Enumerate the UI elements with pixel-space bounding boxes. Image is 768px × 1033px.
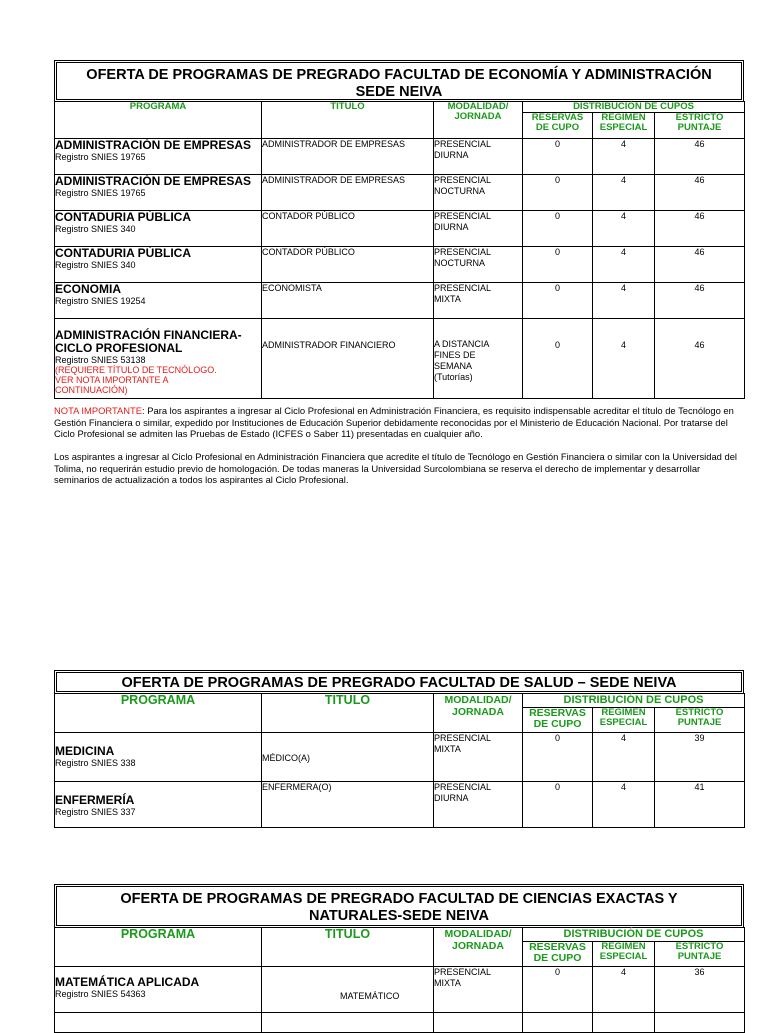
header-line: PUNTAJE — [677, 717, 722, 728]
program-modalidad — [434, 283, 523, 319]
header-estricto — [655, 113, 745, 139]
program-snies: Registro SNIES 19254 — [55, 296, 146, 306]
note-paragraph: Los aspirantes a ingresar al Ciclo Profesional en Administración Financiera que acredite el título de Tecnólogo en Gestión Financiera o similar con la Universidad del Tolima, no requerirán estudio previo de homologación. De todas maneras la Universidad Surcolombiana se reserva el derecho de implementar y desarrollar seminarios de actualización a todos los aspirantes al Ciclo Profesional. — [54, 451, 738, 485]
header-line: MODALIDAD/ — [444, 694, 512, 706]
header-line: MODALIDAD/ — [447, 101, 509, 112]
program-modalidad — [434, 211, 523, 247]
regimen-value: 4 — [593, 782, 655, 828]
program-modalidad — [434, 967, 523, 1013]
section-economia — [54, 60, 744, 399]
regimen-value: 4 — [593, 319, 655, 399]
header-programa: PROGRAMA — [55, 694, 262, 733]
header-line: DE CUPO — [533, 718, 582, 730]
note-label: NOTA IMPORTANTE — [54, 405, 143, 416]
modalidad-line: PRESENCIAL — [434, 211, 492, 221]
header-line: DE CUPO — [533, 952, 582, 964]
program-requirement: VER NOTA IMPORTANTE A — [55, 375, 169, 385]
header-programa: PROGRAMA — [55, 928, 262, 967]
program-title: MÉDICO(A) — [262, 733, 434, 782]
program-name: MATEMÁTICA APLICADA — [55, 975, 200, 989]
header-distribucion: DISTRIBUCIÓN DE CUPOS — [523, 928, 745, 942]
modalidad-line: (Tutorías) — [434, 372, 473, 382]
program-snies: Registro SNIES 53138 — [55, 355, 146, 365]
estricto-value: 39 — [655, 733, 745, 782]
empty-cell — [655, 1013, 745, 1033]
regimen-value: 4 — [593, 175, 655, 211]
program-cell — [55, 283, 262, 319]
header-line: JORNADA — [454, 111, 502, 122]
header-line: ESPECIAL — [599, 951, 648, 962]
regimen-value: 4 — [593, 967, 655, 1013]
modalidad-line: DIURNA — [434, 150, 469, 160]
estricto-value: 46 — [655, 139, 745, 175]
header-programa: PROGRAMA — [55, 102, 262, 139]
section-title-line: NATURALES-SEDE NEIVA — [309, 908, 489, 924]
reservas-value: 0 — [523, 247, 593, 283]
program-name: ENFERMERÍA — [55, 793, 135, 807]
program-cell — [55, 782, 262, 828]
note-paragraph — [54, 405, 744, 440]
header-regimen — [593, 942, 655, 967]
table-row — [55, 175, 745, 211]
program-name: MEDICINA — [55, 744, 115, 758]
estricto-value: 46 — [655, 211, 745, 247]
program-requirement: (REQUIERE TÍTULO DE TECNÓLOGO. — [55, 365, 217, 375]
empty-cell — [262, 1013, 434, 1033]
empty-cell — [593, 1013, 655, 1033]
program-title: ENFERMERA(O) — [262, 782, 434, 828]
note-text: : Para los aspirantes a ingresar al Ciclo Profesional en Administración Financiera, es requisito indispensable acreditar el título de Tecnólogo en Gestión Financiera o similar, expedido por Instituciones de Educación Superior debidamente reconocidas por el Ministerio de Educación Nacional. Por tratarse del Ciclo Profesional se admiten las Pruebas de Estado (ICFES o Saber 11) presentadas en cualquier año. — [54, 405, 734, 439]
header-line: PUNTAJE — [677, 122, 722, 134]
program-title: ADMINISTRADOR DE EMPRESAS — [262, 139, 434, 175]
program-title: ADMINISTRADOR FINANCIERO — [262, 319, 434, 399]
header-line: ESPECIAL — [599, 122, 648, 134]
modalidad-line: NOCTURNA — [434, 186, 485, 196]
section-title — [54, 670, 744, 694]
program-requirement: CONTINUACIÓN) — [55, 385, 128, 395]
modalidad-line: A DISTANCIA — [434, 339, 490, 349]
header-line: DE CUPO — [535, 122, 580, 134]
regimen-value: 4 — [593, 733, 655, 782]
header-titulo: TITULO — [262, 102, 434, 139]
important-note — [54, 405, 744, 497]
header-line: RESERVAS — [529, 941, 586, 953]
header-line: MODALIDAD/ — [444, 928, 512, 940]
modalidad-line: PRESENCIAL — [434, 175, 492, 185]
program-title: CONTADOR PÚBLICO — [262, 247, 434, 283]
modalidad-line: NOCTURNA — [434, 258, 485, 268]
section-title — [54, 884, 744, 928]
program-modalidad — [434, 319, 523, 399]
modalidad-line: PRESENCIAL — [434, 283, 492, 293]
modalidad-line: SEMANA — [434, 361, 473, 371]
empty-cell — [434, 1013, 523, 1033]
regimen-value: 4 — [593, 283, 655, 319]
section-title-line: OFERTA DE PROGRAMAS DE PREGRADO FACULTAD DE SALUD – SEDE NEIVA — [121, 675, 677, 691]
header-distribucion: DISTRIBUCIÓN DE CUPOS — [523, 102, 745, 113]
header-reservas — [523, 113, 593, 139]
header-regimen — [593, 708, 655, 733]
header-estricto — [655, 942, 745, 967]
program-name: CICLO PROFESIONAL — [55, 341, 183, 355]
programs-table — [54, 101, 745, 399]
estricto-value: 41 — [655, 782, 745, 828]
header-titulo: TITULO — [262, 928, 434, 967]
program-cell — [55, 967, 262, 1013]
modalidad-line: MIXTA — [434, 744, 461, 754]
program-snies: Registro SNIES 19765 — [55, 152, 146, 162]
program-title: CONTADOR PÚBLICO — [262, 211, 434, 247]
program-modalidad — [434, 733, 523, 782]
program-title: MATEMÁTICO — [262, 967, 434, 1013]
reservas-value: 0 — [523, 733, 593, 782]
header-distribucion: DISTRIBUCIÓN DE CUPOS — [523, 694, 745, 708]
program-cell — [55, 139, 262, 175]
table-row — [55, 967, 745, 1013]
program-title: ADMINISTRADOR DE EMPRESAS — [262, 175, 434, 211]
table-row — [55, 782, 745, 828]
section-title-line: OFERTA DE PROGRAMAS DE PREGRADO FACULTAD DE ECONOMÍA Y ADMINISTRACIÓN — [86, 67, 712, 83]
regimen-value: 4 — [593, 139, 655, 175]
header-line: ESTRICTO — [675, 941, 724, 952]
program-name: CONTADURIA PÚBLICA — [55, 246, 191, 260]
empty-cell — [523, 1013, 593, 1033]
table-row — [55, 1013, 745, 1033]
program-modalidad — [434, 139, 523, 175]
header-line: REGIMEN — [601, 112, 646, 124]
modalidad-line: DIURNA — [434, 793, 469, 803]
header-line: RESERVAS — [529, 707, 586, 719]
header-reservas — [523, 708, 593, 733]
reservas-value: 0 — [523, 283, 593, 319]
section-title — [54, 60, 744, 102]
section-title-line: OFERTA DE PROGRAMAS DE PREGRADO FACULTAD DE CIENCIAS EXACTAS Y — [120, 891, 678, 907]
program-title: ECONOMISTA — [262, 283, 434, 319]
programs-table — [54, 927, 745, 1033]
program-name: ECONOMIA — [55, 282, 121, 296]
header-line: ESTRICTO — [675, 707, 724, 718]
header-line: ESPECIAL — [599, 717, 648, 728]
estricto-value: 46 — [655, 247, 745, 283]
program-modalidad — [434, 782, 523, 828]
program-name: ADMINISTRACIÓN DE EMPRESAS — [55, 174, 252, 188]
section-title-line: SEDE NEIVA — [355, 84, 443, 100]
header-modalidad — [434, 102, 523, 139]
program-cell — [55, 733, 262, 782]
estricto-value: 46 — [655, 175, 745, 211]
regimen-value: 4 — [593, 211, 655, 247]
programs-table — [54, 693, 745, 828]
table-row — [55, 733, 745, 782]
header-line: RESERVAS — [531, 112, 584, 124]
modalidad-line: PRESENCIAL — [434, 247, 492, 257]
program-snies: Registro SNIES 340 — [55, 260, 136, 270]
header-estricto — [655, 708, 745, 733]
modalidad-line: PRESENCIAL — [434, 139, 492, 149]
header-titulo: TITULO — [262, 694, 434, 733]
header-modalidad — [434, 928, 523, 967]
reservas-value: 0 — [523, 319, 593, 399]
header-line: ESTRICTO — [675, 112, 724, 124]
program-snies: Registro SNIES 54363 — [55, 989, 146, 999]
header-regimen — [593, 113, 655, 139]
program-cell — [55, 319, 262, 399]
program-snies: Registro SNIES 19765 — [55, 188, 146, 198]
section-salud — [54, 670, 744, 828]
program-modalidad — [434, 247, 523, 283]
program-name: ADMINISTRACIÓN FINANCIERA- — [55, 328, 242, 342]
modalidad-line: DIURNA — [434, 222, 469, 232]
header-line: JORNADA — [452, 706, 504, 718]
reservas-value: 0 — [523, 175, 593, 211]
modalidad-line: FINES DE — [434, 350, 476, 360]
header-line: PUNTAJE — [677, 951, 722, 962]
estricto-value: 36 — [655, 967, 745, 1013]
estricto-value: 46 — [655, 319, 745, 399]
reservas-value: 0 — [523, 967, 593, 1013]
section-ciencias — [54, 884, 744, 1033]
program-name: ADMINISTRACIÓN DE EMPRESAS — [55, 138, 252, 152]
table-row — [55, 211, 745, 247]
header-line: JORNADA — [452, 940, 504, 952]
program-cell — [55, 211, 262, 247]
estricto-value: 46 — [655, 283, 745, 319]
header-reservas — [523, 942, 593, 967]
header-line: REGIMEN — [601, 941, 646, 952]
modalidad-line: MIXTA — [434, 294, 461, 304]
table-row — [55, 319, 745, 399]
table-row — [55, 283, 745, 319]
regimen-value: 4 — [593, 247, 655, 283]
reservas-value: 0 — [523, 211, 593, 247]
reservas-value: 0 — [523, 139, 593, 175]
program-cell — [55, 175, 262, 211]
program-name: CONTADURIA PÚBLICA — [55, 210, 191, 224]
program-snies: Registro SNIES 340 — [55, 224, 136, 234]
modalidad-line: PRESENCIAL — [434, 782, 492, 792]
program-modalidad — [434, 175, 523, 211]
modalidad-line: MIXTA — [434, 978, 461, 988]
header-modalidad — [434, 694, 523, 733]
modalidad-line: PRESENCIAL — [434, 733, 492, 743]
empty-cell — [55, 1013, 262, 1033]
program-snies: Registro SNIES 338 — [55, 758, 136, 768]
table-row — [55, 247, 745, 283]
table-row — [55, 139, 745, 175]
program-cell — [55, 247, 262, 283]
reservas-value: 0 — [523, 782, 593, 828]
program-snies: Registro SNIES 337 — [55, 807, 136, 817]
header-line: REGIMEN — [601, 707, 646, 718]
modalidad-line: PRESENCIAL — [434, 967, 492, 977]
